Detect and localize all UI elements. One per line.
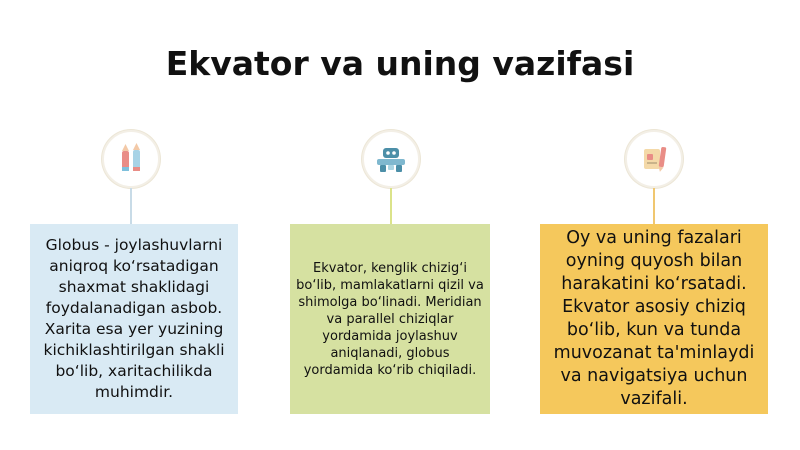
card-text: Globus - joylashuvlarni aniqroq ko‘rsatadigan shaxmat shaklidagi foydalanadigan asbob. Xarita esa yer yuzining kichiklashtirilgan shakli bo‘lib, xaritachilikda muhimdir. (43, 236, 225, 401)
connector-line (390, 188, 392, 224)
card-text: Ekvator, kenglik chizig‘i bo‘lib, mamlakatlarni qizil va shimolga bo‘linadi. Meridian va parallel chiziqlar yordamida joylashuv aniqlanadi, globus yordamida ko‘rib chiqiladi. (296, 260, 484, 378)
info-card-globe (30, 224, 238, 414)
info-card-equator (290, 224, 490, 414)
page-title: Ekvator va uning vazifasi (165, 44, 635, 83)
pencils-icon (102, 130, 160, 188)
connector-line (653, 188, 655, 224)
info-card-moon (540, 224, 768, 414)
connector-line (130, 188, 132, 224)
note-pencil-icon (625, 130, 683, 188)
card-text: Oy va uning fazalari oyning quyosh bilan harakatini ko‘rsatadi. Ekvator asosiy chiziq bo‘lib, kun va tunda muvozanat ta'minlaydi va navigatsiya uchun vazifali. (553, 228, 755, 409)
robot-icon (362, 130, 420, 188)
